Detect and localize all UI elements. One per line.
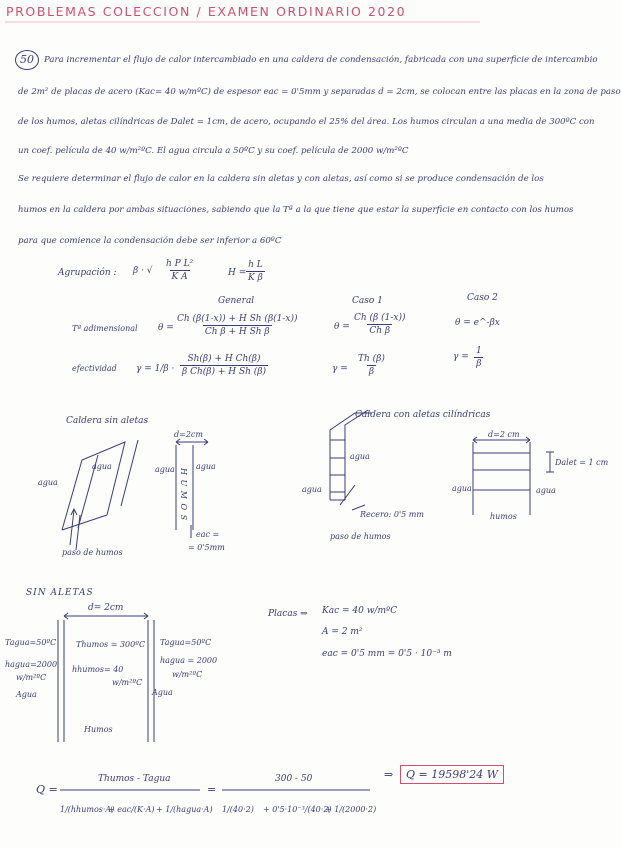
sin-aletas-title: Caldera sin aletas xyxy=(66,416,149,426)
H-num: h L xyxy=(248,260,263,270)
eff-caso1-num: Th (β) xyxy=(358,354,385,364)
sketch-eac-value: = 0'5mm xyxy=(188,543,225,552)
sketch-agua-r2: agua xyxy=(196,462,216,471)
H-den: K β xyxy=(248,273,263,283)
sketch-agua-3: agua xyxy=(302,485,322,494)
h-humos: hhumos= 40 xyxy=(72,665,124,674)
placas-kac: Kac = 40 w/mºC xyxy=(322,606,398,616)
sketch-agua-6: agua xyxy=(536,486,556,495)
temp-caso2: θ = e^-βx xyxy=(455,318,500,328)
page-header: PROBLEMAS COLECCION / EXAMEN ORDINARIO 2020 xyxy=(6,4,407,19)
statement-line-2: de 2m² de placas de acero (Kac= 40 w/mºC) de espesor eac = 0'5mm y separadas d = 2cm, se colocan entre las placas en la zona de paso xyxy=(18,87,621,97)
t-agua-right: Tagua=50ºC xyxy=(160,638,212,647)
placas-area: A = 2 m² xyxy=(322,627,363,637)
h-humos-units: w/m²ºC xyxy=(112,678,143,687)
statement-line-6: humos en la caldera por ambas situaciones, sabiendo que la Tª a la que tiene que estar la superficie en contacto con los humos xyxy=(18,205,574,215)
agrupacion-label: Agrupación : xyxy=(58,268,117,278)
temp-general-num: Ch (β(1-x)) + H Sh (β(1-x)) xyxy=(177,314,298,324)
sketch-agua-right: agua xyxy=(92,462,112,471)
temp-caso1-lhs: θ = xyxy=(334,322,350,332)
sin-aletas-d: d= 2cm xyxy=(88,603,124,613)
sketch-d-label: d=2cm xyxy=(174,430,203,439)
final-lhs: Q = xyxy=(36,783,58,796)
con-aletas-title: Caldera con aletas cilíndricas xyxy=(355,410,491,420)
final-arrow: ⇒ xyxy=(384,768,394,781)
problem-number: 50 xyxy=(15,50,39,70)
h-agua-right-units: w/m²ºC xyxy=(172,670,203,679)
final-den-2: + eac/(K·A) xyxy=(108,805,155,814)
final-num2: 300 - 50 xyxy=(275,774,313,784)
temp-label: Tª adimensional xyxy=(72,324,138,333)
eff-general-num: Sh(β) + H Ch(β) xyxy=(187,354,261,364)
final-den2-2: + 0'5·10⁻³/(40·2) xyxy=(263,805,332,814)
final-den2-1: 1/(40·2) xyxy=(222,805,254,814)
eff-caso1-den: β xyxy=(368,367,375,377)
sketch-d-label-2: d=2 cm xyxy=(488,430,520,439)
sketch-agua-4: agua xyxy=(350,452,370,461)
eff-caso2-den: β xyxy=(476,359,482,369)
final-eq2: = xyxy=(207,783,217,796)
h-agua-right: hagua = 2000 xyxy=(160,656,218,665)
sketch-paso-humos: paso de humos xyxy=(62,548,123,557)
humos-label: Humos xyxy=(84,725,113,734)
eff-caso2-num: 1 xyxy=(476,346,482,356)
beta-den: K A xyxy=(171,272,188,282)
final-den-3: + 1/(hagua·A) xyxy=(156,805,213,814)
beta-lhs: β · √ xyxy=(133,266,153,276)
col-caso2: Caso 2 xyxy=(467,293,498,303)
t-agua-left: Tagua=50ºC xyxy=(5,638,57,647)
final-den2-3: + 1/(2000·2) xyxy=(325,805,377,814)
temp-general-lhs: θ = xyxy=(158,323,174,333)
sketch-agua-l2: agua xyxy=(155,465,175,474)
eff-label: efectividad xyxy=(72,364,117,373)
sketch-paso-humos-2: paso de humos xyxy=(330,532,391,541)
eff-caso1-lhs: γ = xyxy=(332,364,348,374)
t-humos: Thumos = 300ºC xyxy=(76,640,146,649)
sketch-agua-left: agua xyxy=(38,478,58,487)
final-result: Q = 19598'24 W xyxy=(400,765,504,784)
temp-caso1-num: Ch (β (1-x)) xyxy=(354,313,406,323)
placas-eac: eac = 0'5 mm = 0'5 · 10⁻³ m xyxy=(322,649,452,659)
eff-general-lhs: γ = 1/β · xyxy=(136,364,175,374)
sin-aletas-heading: SIN ALETAS xyxy=(26,588,94,598)
agua-left-label: Agua xyxy=(16,690,37,699)
statement-line-4: un coef. película de 40 w/m²ºC. El agua circula a 50ºC y su coef. película de 2000 w/m²ºC xyxy=(18,146,409,156)
sketch-dalet: Dalet = 1 cm xyxy=(555,458,609,467)
col-caso1: Caso 1 xyxy=(352,296,383,306)
H-lhs: H = xyxy=(228,268,247,278)
final-den-1: 1/(hhumos·A) xyxy=(60,805,115,814)
sketch-recero: Recero: 0'5 mm xyxy=(360,510,424,519)
temp-caso1-den: Ch β xyxy=(369,326,391,336)
h-agua-left: hagua=2000 xyxy=(5,660,58,669)
statement-line-3: de los humos, aletas cilíndricas de Dalet = 1cm, de acero, ocupando el 25% del área. Los humos circulan a una media de 300ºC con xyxy=(18,117,595,127)
sketch-agua-5: agua xyxy=(452,484,472,493)
sketch-eac-label: eac = xyxy=(196,530,220,539)
sketch-humos-2: humos xyxy=(490,512,517,521)
eff-general-den: β Ch(β) + H Sh (β) xyxy=(182,367,266,377)
statement-line-7: para que comience la condensación debe ser inferior a 60ºC xyxy=(18,236,282,246)
statement-line-1: Para incrementar el flujo de calor intercambiado en una caldera de condensación, fabricada con una superficie de intercambio xyxy=(44,55,598,65)
h-agua-left-units: w/m²ºC xyxy=(16,673,47,682)
agua-right-label: Agua xyxy=(152,688,173,697)
final-num: Thumos - Tagua xyxy=(98,774,171,784)
eff-caso2-lhs: γ = xyxy=(453,352,469,362)
statement-line-5: Se requiere determinar el flujo de calor en la caldera sin aletas y con aletas, así como si se produce condensación de los xyxy=(18,174,544,184)
placas-label: Placas ⇒ xyxy=(268,609,308,619)
temp-general-den: Ch β + H Sh β xyxy=(204,327,270,337)
col-general: General xyxy=(218,296,255,306)
sketch-humos-vertical: H U M O S xyxy=(179,468,188,522)
beta-num: h P L² xyxy=(166,259,194,269)
